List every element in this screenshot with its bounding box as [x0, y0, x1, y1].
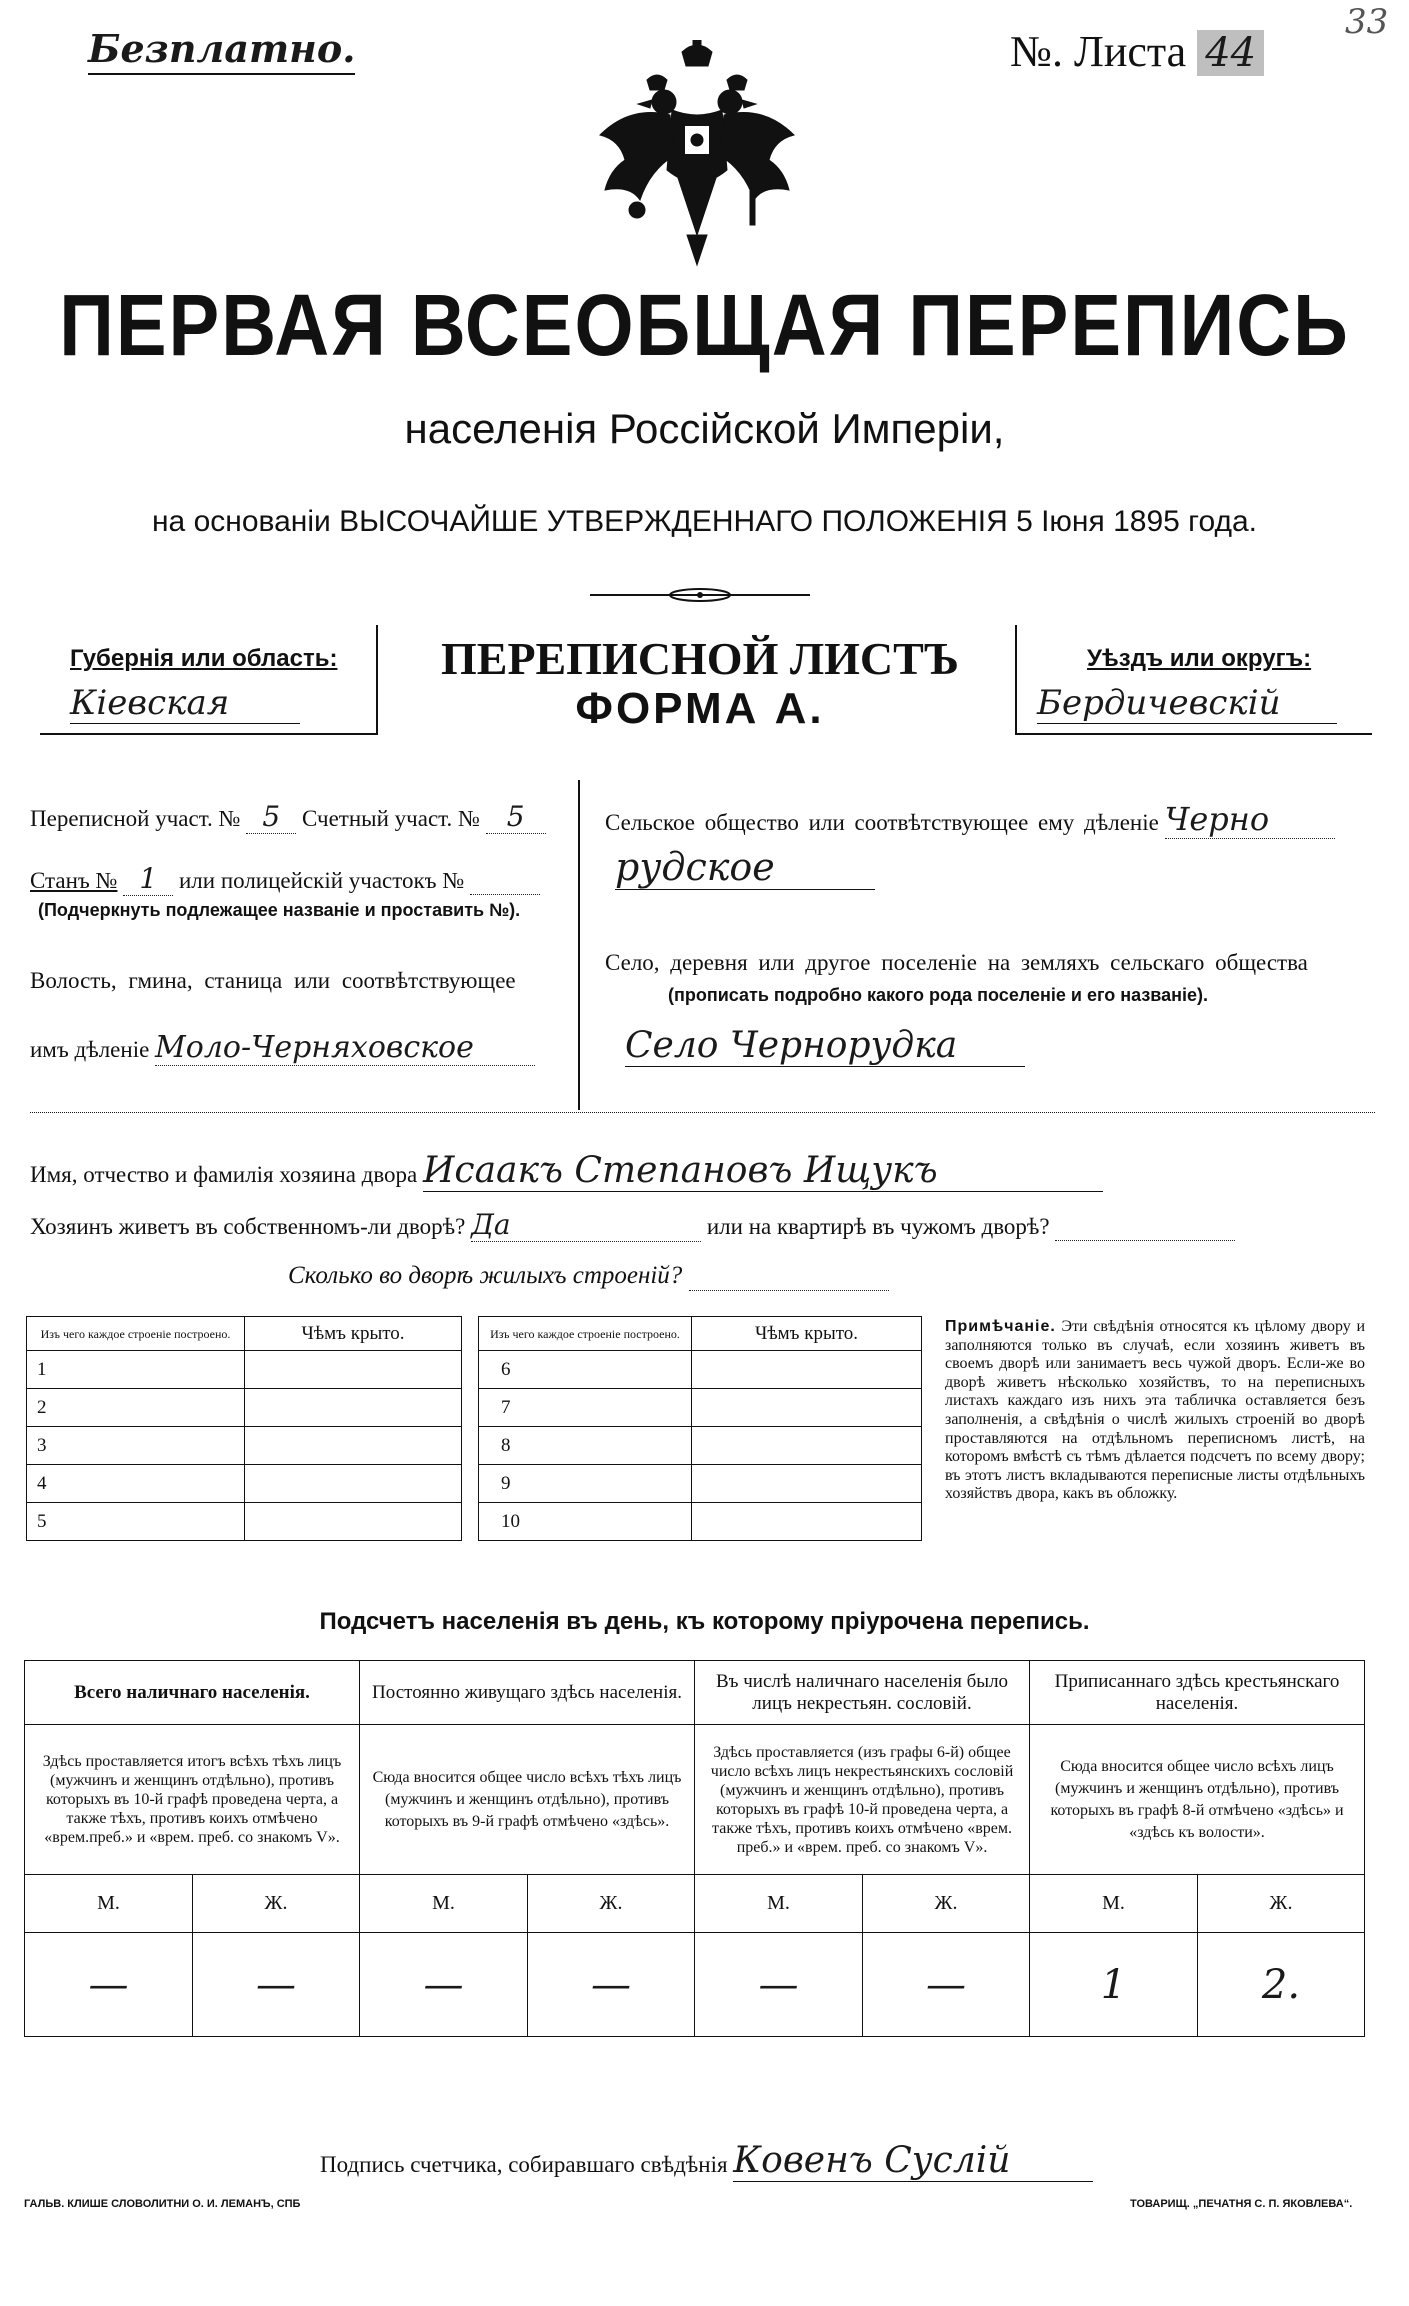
own-yard-value[interactable]: Да	[471, 1208, 701, 1242]
uezd-label: Уѣздъ или округъ:	[1087, 645, 1312, 672]
count-col-2-f-value[interactable]: —	[528, 1933, 695, 2037]
count-col-2-desc: Сюда вносится общее число всѣхъ тѣхъ лицъ (мужчинъ и женщинъ отдѣльно), противъ которыхъ въ 9-й графѣ отмѣчено «здѣсь».	[360, 1725, 695, 1875]
imperial-eagle-emblem	[592, 40, 802, 270]
village-label: Село, деревня или другое поселеніе на земляхъ сельскаго общества	[605, 950, 1308, 975]
volost-line	[30, 1030, 535, 1066]
count-col-3-header: Въ числѣ наличнаго населенія было лицъ некрестьян. сословій.	[695, 1661, 1030, 1725]
count-col-4-f-value[interactable]: 2.	[1198, 1933, 1365, 2037]
count-col-4-m-label: М.	[1030, 1875, 1198, 1933]
count-col-3-m-label: М.	[695, 1875, 863, 1933]
page-title: ПЕРВАЯ ВСЕОБЩАЯ ПЕРЕПИСЬ	[59, 276, 1350, 375]
count-col-3-f-label: Ж.	[863, 1875, 1030, 1933]
uezd-box	[1015, 625, 1372, 735]
count-table	[24, 1660, 1365, 2037]
building-row-6[interactable]: 6	[479, 1351, 692, 1389]
page-subtitle: населенія Россійской Имперіи,	[404, 405, 1005, 452]
signature-value[interactable]: Ковенъ Суслій	[733, 2140, 1093, 2182]
count-col-4-header: Приписаннаго здѣсь крестьянскаго населенія.	[1030, 1661, 1365, 1725]
count-col-3-f-value[interactable]: —	[863, 1933, 1030, 2037]
society-line	[605, 800, 1335, 839]
col-roof-header-2: Чѣмъ крыто.	[692, 1317, 922, 1351]
printer-left: ГАЛЬВ. КЛИШЕ СЛОВОЛИТНИ О. И. ЛЕМАНЪ, СПБ	[24, 2198, 301, 2210]
building-row-5[interactable]: 5	[27, 1503, 245, 1541]
rent-value[interactable]	[1055, 1214, 1235, 1241]
stan-line	[30, 862, 540, 896]
volost-label: Волость, гмина, станица или соотвѣтствующее	[30, 968, 516, 993]
stan-label: Станъ №	[30, 868, 118, 893]
count-col-2-m-label: М.	[360, 1875, 528, 1933]
count-col-4-desc: Сюда вносится общее число всѣхъ лицъ (мужчинъ и женщинъ отдѣльно), противъ которыхъ въ графѣ 8-й отмѣчено «здѣсь» и «здѣсь къ волости».	[1030, 1725, 1365, 1875]
own-yard-line	[30, 1208, 1235, 1242]
count-col-1-f-value[interactable]: —	[193, 1933, 360, 2037]
building-roof-10[interactable]	[692, 1503, 922, 1541]
owner-name-label: Имя, отчество и фамилія хозяина двора	[30, 1162, 418, 1187]
note-title: Примѣчаніе.	[945, 1318, 1056, 1335]
buildings-table-left	[26, 1316, 462, 1541]
list-title: ПЕРЕПИСНОЙ ЛИСТЪ	[440, 633, 960, 684]
building-roof-7[interactable]	[692, 1389, 922, 1427]
building-roof-9[interactable]	[692, 1465, 922, 1503]
buildings-line	[288, 1262, 889, 1291]
building-roof-1[interactable]	[245, 1351, 462, 1389]
gubernia-label: Губернія или область:	[70, 645, 338, 672]
uezd-value[interactable]: Бердичевскій	[1037, 683, 1337, 724]
building-row-9[interactable]: 9	[479, 1465, 692, 1503]
note-block	[945, 1318, 1365, 1504]
buildings-value[interactable]	[689, 1262, 889, 1291]
gubernia-value[interactable]: Кіевская	[70, 683, 300, 724]
society-value-1[interactable]: Черно	[1165, 800, 1335, 839]
building-row-7[interactable]: 7	[479, 1389, 692, 1427]
count-col-2-f-label: Ж.	[528, 1875, 695, 1933]
buildings-table-right	[478, 1316, 922, 1541]
signature-line	[320, 2140, 1093, 2182]
signature-label: Подпись счетчика, собиравшаго свѣдѣнія	[320, 2152, 728, 2177]
count-col-1-desc: Здѣсь проставляется итогъ всѣхъ тѣхъ лицъ (мужчинъ и женщинъ отдѣльно), противъ которыхъ въ 10-й графѣ проведена черта, а также тѣхъ, противъ коихъ отмѣчено «врем.преб.» и «врем. преб. со знакомъ V».	[25, 1725, 360, 1875]
printer-right: ТОВАРИЩ. „ПЕЧАТНЯ С. П. ЯКОВЛЕВА“.	[1130, 2198, 1353, 2210]
form-name: ФОРМА А.	[575, 684, 825, 733]
free-stamp: Безплатно.	[88, 26, 355, 75]
building-row-3[interactable]: 3	[27, 1427, 245, 1465]
sheet-number	[1010, 26, 1264, 77]
schetny-value[interactable]: 5	[486, 800, 546, 834]
building-roof-4[interactable]	[245, 1465, 462, 1503]
count-col-1-header: Всего наличнаго населенія.	[25, 1661, 360, 1725]
district-line	[30, 800, 546, 834]
note-text: Эти свѣдѣнія относятся къ цѣлому двору и заполняются только въ случаѣ, если хозяинъ живетъ въ своемъ дворѣ или занимаетъ весь чужой дворъ. Если-же во дворѣ живетъ нѣсколько хозяйствъ, то на переписныхъ листахъ каждаго изъ нихъ эта табличка оставляется безъ заполненія, а свѣдѣнія о числѣ жилыхъ строеній во дворѣ проставляются на отдѣльномъ переписномъ листѣ, на которомъ вмѣстѣ съ тѣмъ дѣлается подсчетъ по всему двору; въ этотъ листъ вкладываются переписные листы отдѣльныхъ хозяйствъ двора, какъ въ обложку.	[945, 1318, 1366, 1503]
building-roof-5[interactable]	[245, 1503, 462, 1541]
count-col-2-header: Постоянно живущаго здѣсь населенія.	[360, 1661, 695, 1725]
own-yard-label: Хозяинъ живетъ въ собственномъ-ли дворѣ?	[30, 1214, 466, 1239]
count-col-1-f-label: Ж.	[193, 1875, 360, 1933]
section-divider	[578, 780, 580, 1110]
underline-note: (Подчеркнуть подлежащее названіе и проставить №).	[38, 900, 521, 920]
buildings-label: Сколько во дворѣ жилыхъ строеній?	[288, 1262, 683, 1289]
building-row-2[interactable]: 2	[27, 1389, 245, 1427]
count-col-3-desc: Здѣсь проставляется (изъ графы 6-й) общее число всѣхъ лицъ некрестьянскихъ сословій (мужчинъ и женщинъ отдѣльно), противъ которыхъ въ графѣ 10-й проведена черта, а также тѣхъ, противъ коихъ отмѣчено «врем. преб.» и «врем. преб. со знакомъ V».	[695, 1725, 1030, 1875]
owner-name-value[interactable]: Исаакъ Степановъ Ищукъ	[423, 1150, 1103, 1192]
count-col-1-m-label: М.	[25, 1875, 193, 1933]
col-material-header: Изъ чего каждое строеніе построено.	[27, 1317, 245, 1351]
schetny-label: Счетный участ. №	[301, 806, 480, 831]
col-material-header-2: Изъ чего каждое строеніе построено.	[479, 1317, 692, 1351]
perepisnoy-value[interactable]: 5	[246, 800, 296, 834]
gubernia-box	[40, 625, 378, 735]
police-value[interactable]	[470, 868, 540, 895]
building-row-1[interactable]: 1	[27, 1351, 245, 1389]
count-title: Подсчетъ населенія въ день, къ которому пріурочена перепись.	[319, 1608, 1090, 1635]
col-roof-header: Чѣмъ крыто.	[245, 1317, 462, 1351]
volost-value[interactable]: Моло-Черняховское	[155, 1030, 535, 1066]
village-note: (прописать подробно какого рода поселеніе и его названіе).	[668, 985, 1209, 1005]
volost-label-2: имъ дѣленіе	[30, 1037, 150, 1062]
building-roof-6[interactable]	[692, 1351, 922, 1389]
ornament-divider	[590, 588, 810, 602]
owner-divider	[30, 1112, 1375, 1113]
count-col-3-m-value[interactable]: —	[695, 1933, 863, 2037]
count-col-1-m-value[interactable]: —	[25, 1933, 193, 2037]
count-col-4-m-value[interactable]: 1	[1030, 1933, 1198, 2037]
legal-basis: на основаніи ВЫСОЧАЙШЕ УТВЕРЖДЕННАГО ПОЛОЖЕНІЯ 5 Іюня 1895 года.	[151, 505, 1257, 538]
count-col-2-m-value[interactable]: —	[360, 1933, 528, 2037]
sheet-number-label: №. Листа	[1010, 27, 1187, 76]
sheet-number-value: 44	[1197, 30, 1264, 76]
police-label: или полицейскій участокъ №	[178, 868, 465, 893]
corner-mark: 33	[1345, 2, 1389, 42]
building-row-8[interactable]: 8	[479, 1427, 692, 1465]
rent-label: или на квартирѣ въ чужомъ дворѣ?	[706, 1214, 1050, 1239]
building-row-10[interactable]: 10	[479, 1503, 692, 1541]
building-roof-3[interactable]	[245, 1427, 462, 1465]
society-value-2[interactable]: рудское	[615, 845, 875, 890]
perepisnoy-label: Переписной участ. №	[30, 806, 241, 831]
building-roof-2[interactable]	[245, 1389, 462, 1427]
village-value[interactable]: Село Чернорудка	[625, 1025, 1025, 1067]
building-roof-8[interactable]	[692, 1427, 922, 1465]
count-col-4-f-label: Ж.	[1198, 1875, 1365, 1933]
owner-name-line	[30, 1150, 1103, 1192]
stan-value[interactable]: 1	[123, 862, 173, 896]
building-row-4[interactable]: 4	[27, 1465, 245, 1503]
society-label: Сельское общество или соотвѣтствующее ему дѣленіе	[605, 810, 1159, 835]
